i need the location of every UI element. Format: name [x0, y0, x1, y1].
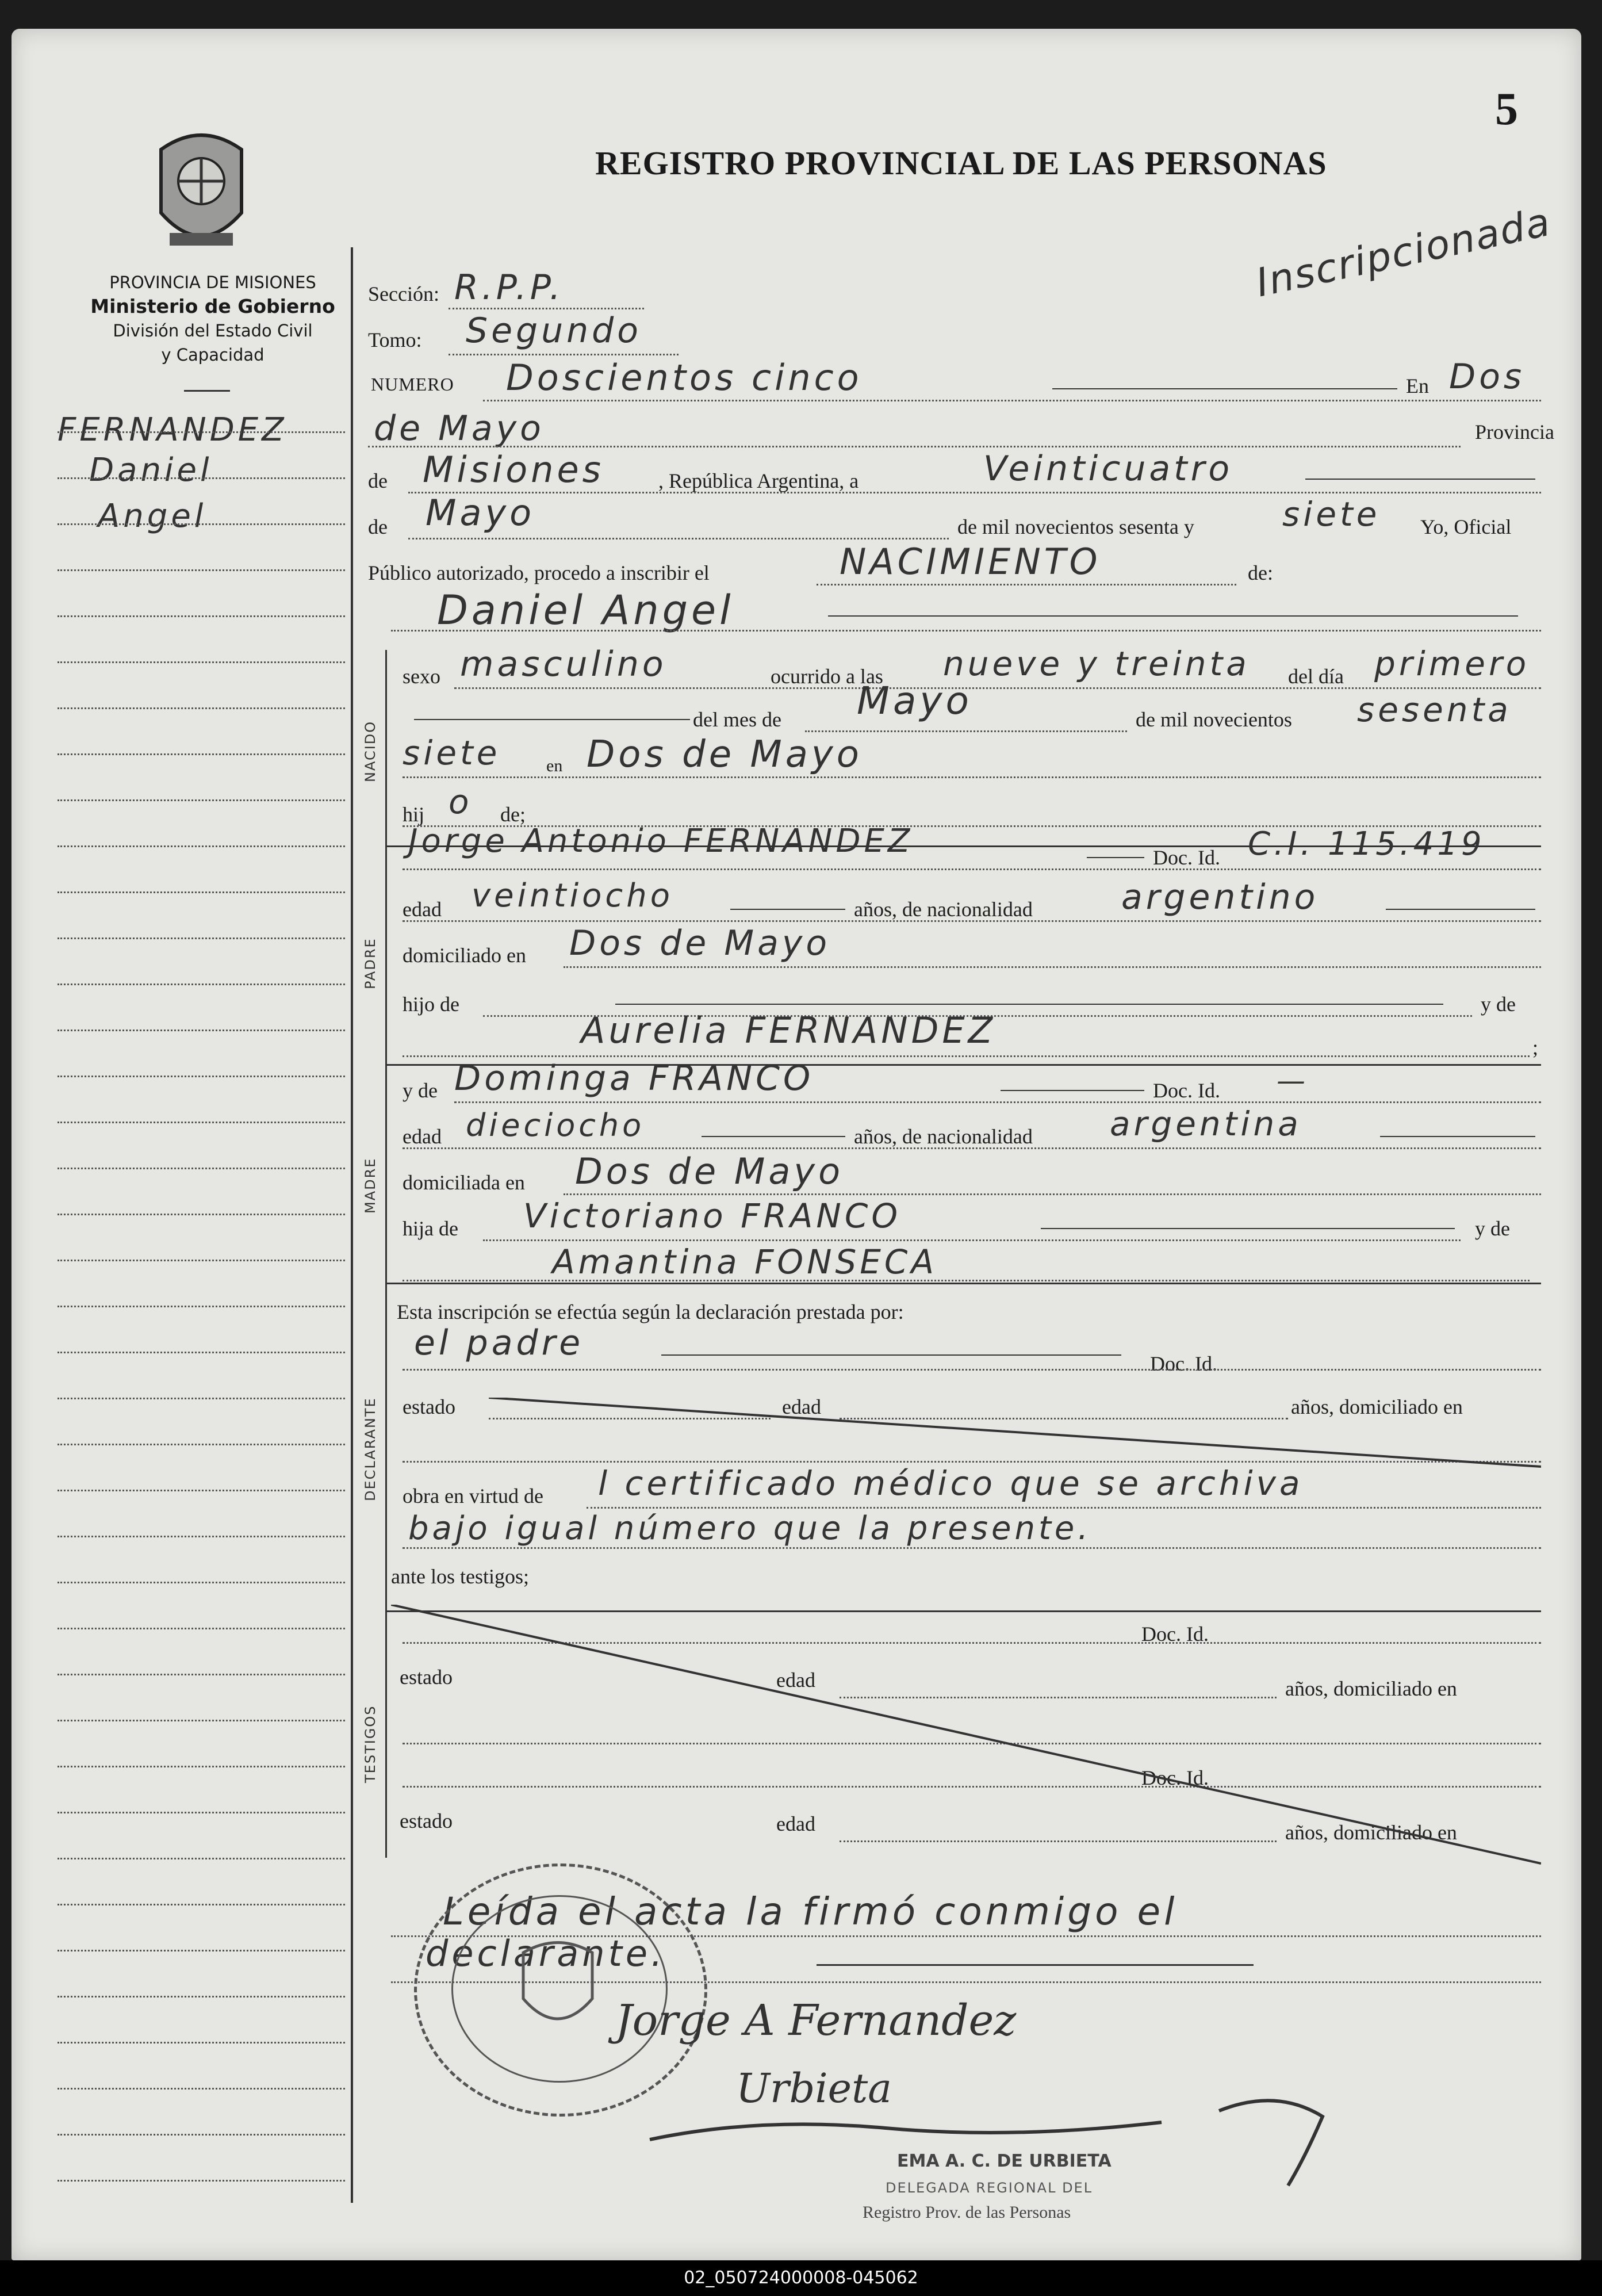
- sexo-value: masculino: [460, 644, 667, 684]
- madre-padre-value: Victoriano FRANCO: [523, 1196, 901, 1235]
- section-madre: MADRE: [362, 1157, 378, 1214]
- padre-y-de: y de: [1481, 993, 1516, 1016]
- page-number: 5: [1495, 84, 1518, 135]
- hij-label: hij: [403, 803, 425, 826]
- testigo1-dom-label: años, domiciliado en: [1285, 1677, 1457, 1700]
- testigo1-edad-label: edad: [776, 1669, 815, 1692]
- tomo-value: Segundo: [466, 311, 642, 351]
- hora-value: nueve y treinta: [943, 644, 1250, 683]
- section-nacido: NACIDO: [362, 720, 378, 782]
- numero-label: NUMERO: [371, 374, 454, 395]
- testigos-intro: ante los testigos;: [391, 1565, 529, 1588]
- dia-value: Veinticuatro: [983, 449, 1233, 489]
- madre-nac-value: argentina: [1110, 1104, 1302, 1143]
- issuer-province: PROVINCIA DE MISIONES: [109, 273, 316, 292]
- closing-line2: declarante.: [426, 1933, 666, 1974]
- republica-label: , República Argentina, a: [658, 469, 859, 492]
- padre-dom-label: domiciliado en: [403, 944, 526, 967]
- declarante-obra-label: obra en virtud de: [403, 1484, 543, 1507]
- padre-hijo-label: hijo de: [403, 993, 459, 1016]
- yo-label: Yo, Oficial: [1420, 515, 1512, 538]
- en-nacido-label: en: [546, 756, 563, 775]
- acto-value: NACIMIENTO: [840, 541, 1101, 583]
- madre-nac-label: años, de nacionalidad: [854, 1125, 1033, 1148]
- madre-edad-value: dieciocho: [466, 1107, 645, 1143]
- declarante-obra-value2: bajo igual número que la presente.: [408, 1510, 1092, 1547]
- section-declarante: DECLARANTE: [362, 1397, 378, 1501]
- official-name: EMA A. C. DE URBIETA: [897, 2151, 1112, 2171]
- mil-label: de mil novecientos sesenta y: [957, 515, 1194, 538]
- madre-hija-label: hija de: [403, 1217, 458, 1240]
- mil-nacido-label: de mil novecientos: [1136, 708, 1292, 731]
- testigo1-doc-label: Doc. Id.: [1141, 1622, 1209, 1646]
- padre-nac-value: argentino: [1121, 877, 1319, 917]
- margin-first-name: Daniel: [89, 451, 213, 489]
- de-label-2: de: [368, 515, 388, 538]
- issuer-block: [75, 270, 351, 367]
- ocurrido-label: ocurrido a las: [771, 665, 883, 688]
- madre-dom-value: Dos de Mayo: [575, 1150, 844, 1192]
- publico-label: Público autorizado, procedo a inscribir el: [368, 561, 710, 584]
- signature-flourish-icon: [644, 2076, 1363, 2191]
- padre-edad-label: edad: [403, 898, 442, 921]
- mes-nacido-value: Mayo: [857, 679, 972, 723]
- closing-line1: Leída el acta la firmó conmigo el: [443, 1889, 1178, 1934]
- padre-doc-value: C.I. 115.419: [1248, 825, 1485, 863]
- testigo1-estado-label: estado: [400, 1666, 453, 1689]
- declarante-intro: Esta inscripción se efectúa según la declaración prestada por:: [397, 1300, 904, 1323]
- nombre-value: Daniel Angel: [437, 587, 734, 634]
- numero-value: Doscientos cinco: [506, 357, 863, 399]
- de-label: de: [368, 469, 388, 492]
- testigo2-estado-label: estado: [400, 1809, 453, 1832]
- lugar-value: Dos de Mayo: [587, 733, 863, 776]
- margin-surname: FERNANDEZ: [58, 411, 288, 449]
- padre-madre-value: Aurelia FERNANDEZ: [581, 1009, 996, 1051]
- madre-doc-value: —: [1277, 1064, 1309, 1097]
- signature-official: Urbieta: [736, 2065, 892, 2112]
- padre-edad-value: veintiocho: [472, 877, 673, 914]
- testigo2-dom-label: años, domiciliado en: [1285, 1821, 1457, 1844]
- margin-second-name: Angel: [98, 498, 207, 535]
- hij-value: o: [449, 782, 473, 821]
- declarante-doc-label: Doc. Id.: [1150, 1352, 1217, 1375]
- madre-y-de-label: y de: [403, 1079, 438, 1102]
- padre-nac-label: años, de nacionalidad: [854, 898, 1033, 921]
- official-title: DELEGADA REGIONAL DEL: [886, 2180, 1093, 2196]
- sexo-label: sexo: [403, 665, 440, 688]
- declarante-dom-label: años, domiciliado en: [1291, 1395, 1463, 1418]
- declarante-obra-value: l certificado médico que se archiva: [598, 1464, 1304, 1503]
- page-title: REGISTRO PROVINCIAL DE LAS PERSONAS: [595, 144, 1327, 182]
- file-id-strip: [0, 2260, 1602, 2296]
- declarante-cancel-line: [489, 1398, 1541, 1472]
- register-page: [12, 29, 1581, 2260]
- mes-value: Mayo: [426, 492, 535, 534]
- seccion-label: Sección:: [368, 282, 439, 305]
- declarante-estado-label: estado: [403, 1395, 455, 1418]
- official-office: Registro Prov. de las Personas: [863, 2203, 1071, 2222]
- province-seal-icon: [150, 127, 253, 259]
- seccion-value: R.P.P.: [454, 267, 564, 308]
- provincia-label: Provincia: [1475, 420, 1554, 443]
- en-value: Dos: [1449, 357, 1526, 397]
- de-colon: de:: [1248, 561, 1273, 584]
- testigos-cancel-line: [391, 1605, 1541, 1869]
- testigo2-doc-label: Doc. Id.: [1141, 1766, 1209, 1789]
- file-id: 02_050724000008-045062: [684, 2268, 918, 2288]
- issuer-ministry: Ministerio de Gobierno: [90, 295, 335, 317]
- testigo2-edad-label: edad: [776, 1812, 815, 1835]
- madre-edad-label: edad: [403, 1125, 442, 1148]
- issuer-division: División del Estado Civil: [113, 321, 313, 340]
- padre-dom-value: Dos de Mayo: [569, 923, 831, 963]
- anio-value: siete: [1282, 495, 1381, 534]
- corner-annotation: Inscripcionada: [1252, 199, 1555, 307]
- place-continued: de Mayo: [374, 408, 545, 449]
- madre-madre-value: Amantina FONSECA: [552, 1242, 938, 1281]
- issuer-division2: y Capacidad: [161, 345, 265, 365]
- padre-doc-label: Doc. Id.: [1153, 846, 1220, 869]
- anio-nacido-value: sesenta: [1357, 690, 1512, 729]
- madre-doc-label: Doc. Id.: [1153, 1079, 1220, 1102]
- mes-label: del mes de: [693, 708, 781, 731]
- declarante-edad-label: edad: [782, 1395, 821, 1418]
- dia-nacido-value: primero: [1374, 644, 1530, 683]
- en-label: En: [1406, 374, 1429, 397]
- provincia-value: Misiones: [423, 449, 604, 491]
- padre-nombre-value: Jorge Antonio FERNANDEZ: [408, 822, 914, 860]
- madre-dom-label: domiciliada en: [403, 1171, 525, 1194]
- de-semicolon: de;: [500, 803, 526, 826]
- tomo-label: Tomo:: [368, 328, 422, 351]
- padre-semicolon: ;: [1532, 1036, 1539, 1059]
- madre-y-de: y de: [1475, 1217, 1510, 1240]
- del-dia-label: del día: [1288, 665, 1344, 688]
- signature-declarante: Jorge A Fernandez: [615, 1996, 1017, 2045]
- anio-nacido-value2: siete: [403, 733, 501, 772]
- section-padre: PADRE: [362, 937, 378, 989]
- declarante-nombre-value: el padre: [414, 1323, 584, 1363]
- madre-nombre-value: Dominga FRANCO: [454, 1058, 814, 1099]
- section-testigos: TESTIGOS: [362, 1705, 378, 1783]
